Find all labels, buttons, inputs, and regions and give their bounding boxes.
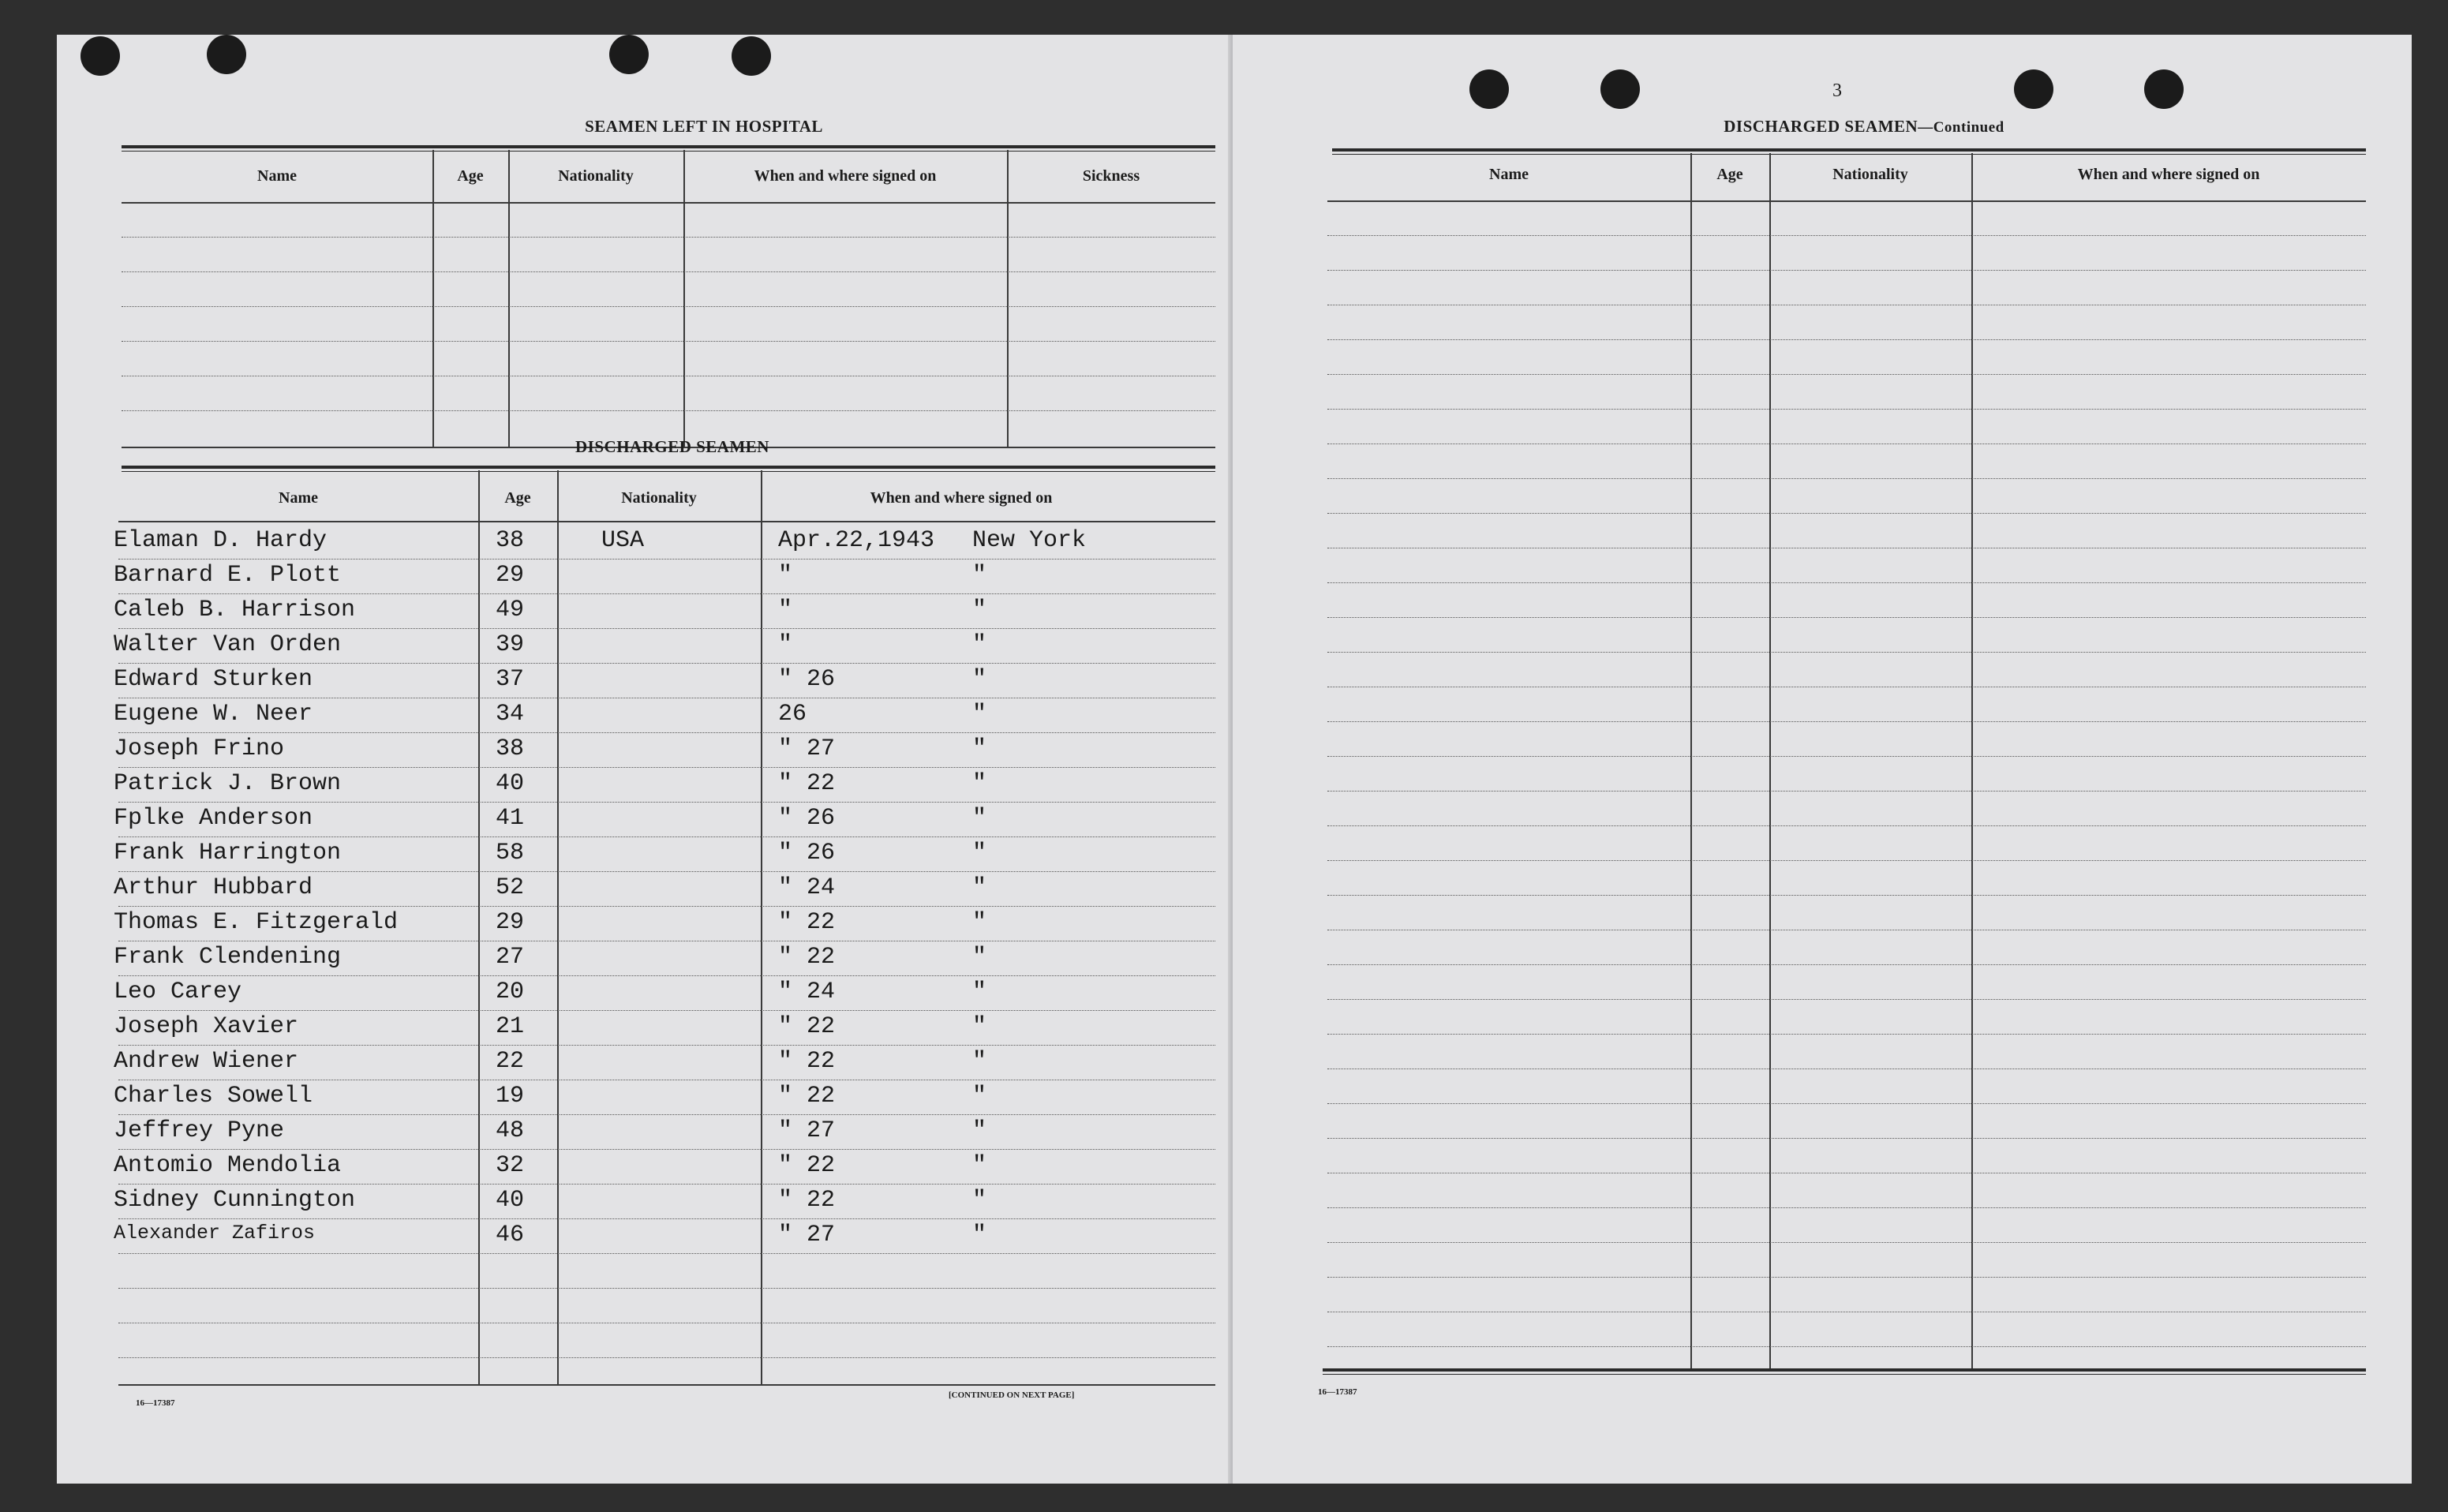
right-top-rule (1332, 148, 2366, 155)
hospital-col-signed-on: When and where signed on (754, 167, 937, 185)
seaman-age: 48 (496, 1117, 525, 1144)
right-row-line (1327, 964, 2366, 965)
seaman-age: 20 (496, 979, 525, 1005)
hospital-header-rule (122, 202, 1215, 204)
right-row-line (1327, 1103, 2366, 1104)
discharged-col-signed-on: When and where signed on (870, 489, 1053, 507)
right-row-line (1327, 478, 2366, 479)
seaman-name: Charles Sowell (114, 1083, 313, 1110)
discharged-column-divider (478, 470, 480, 1384)
seaman-age: 41 (496, 805, 525, 832)
right-row-line (1327, 443, 2366, 444)
signed-on-date: " 22 (778, 1083, 836, 1110)
seaman-name: Joseph Xavier (114, 1013, 299, 1040)
signed-on-date: Apr.22,1943 (778, 527, 935, 554)
signed-on-place: " (972, 944, 987, 971)
signed-on-place: " (972, 1048, 987, 1075)
hospital-col-name: Name (257, 167, 297, 185)
signed-on-date: " 22 (778, 770, 836, 797)
right-row-line (1327, 860, 2366, 861)
seaman-name: Thomas E. Fitzgerald (114, 909, 399, 936)
left-footer-note: [CONTINUED ON NEXT PAGE] (949, 1390, 1075, 1400)
signed-on-place: " (972, 562, 987, 589)
hospital-row-line (122, 341, 1215, 342)
seaman-age: 40 (496, 770, 525, 797)
right-row-line (1327, 652, 2366, 653)
right-row-line (1327, 582, 2366, 583)
seaman-age: 38 (496, 735, 525, 762)
signed-on-place: " (972, 909, 987, 936)
binder-hole (1469, 69, 1509, 109)
right-row-line (1327, 721, 2366, 722)
seaman-age: 34 (496, 701, 525, 728)
hospital-section-title: SEAMEN LEFT IN HOSPITAL (585, 117, 823, 136)
right-row-line (1327, 409, 2366, 410)
seaman-name: Eugene W. Neer (114, 701, 313, 728)
seaman-age: 40 (496, 1187, 525, 1214)
seaman-age: 27 (496, 944, 525, 971)
right-row-line (1327, 235, 2366, 236)
right-row-line (1327, 895, 2366, 896)
binder-hole (732, 36, 771, 76)
page-number: 3 (1832, 80, 1842, 101)
signed-on-place: " (972, 1222, 987, 1248)
hospital-column-divider (432, 150, 434, 447)
seaman-name: Alexander Zafiros (114, 1222, 316, 1244)
left-page (57, 35, 1234, 1484)
discharged-col-name: Name (279, 489, 318, 507)
hospital-col-age: Age (457, 167, 484, 185)
discharged-row-line (118, 1045, 1215, 1046)
discharged-row-line (118, 767, 1215, 768)
seaman-age: 37 (496, 666, 525, 693)
hospital-row-line (122, 237, 1215, 238)
right-col-name: Name (1489, 166, 1529, 183)
right-row-line (1327, 374, 2366, 375)
right-row-line (1327, 339, 2366, 340)
seaman-age: 52 (496, 874, 525, 901)
discharged-top-rule (122, 466, 1215, 472)
discharged-col-age: Age (504, 489, 531, 507)
seaman-name: Leo Carey (114, 979, 242, 1005)
hospital-col-nationality: Nationality (558, 167, 634, 185)
hospital-column-divider (508, 150, 510, 447)
signed-on-place: " (972, 597, 987, 623)
discharged-row-line (118, 1357, 1215, 1358)
binder-hole (2014, 69, 2053, 109)
right-title-suffix: —Continued (1918, 119, 2004, 136)
hospital-column-divider (1007, 150, 1009, 447)
seaman-name: Fplke Anderson (114, 805, 313, 832)
binder-hole (80, 36, 120, 76)
right-row-line (1327, 1346, 2366, 1347)
discharged-row-line (118, 1010, 1215, 1011)
seaman-name: Frank Clendening (114, 944, 342, 971)
right-row-line (1327, 1242, 2366, 1243)
hospital-row-line (122, 410, 1215, 411)
signed-on-date: " (778, 562, 793, 589)
discharged-row-line (118, 732, 1215, 733)
right-footer-code: 16—17387 (1318, 1387, 1357, 1397)
signed-on-date: 26 (778, 701, 807, 728)
signed-on-place: " (972, 874, 987, 901)
binder-hole (609, 35, 649, 74)
discharged-section-title: DISCHARGED SEAMEN (575, 437, 769, 456)
right-row-line (1327, 270, 2366, 271)
right-column-divider (1690, 153, 1692, 1368)
seaman-name: Antomio Mendolia (114, 1152, 342, 1179)
signed-on-date: " 27 (778, 1117, 836, 1144)
seaman-name: Joseph Frino (114, 735, 285, 762)
signed-on-place: " (972, 666, 987, 693)
hospital-col-sickness: Sickness (1082, 167, 1140, 185)
discharged-bottom-rule (118, 1384, 1215, 1386)
binder-hole (2144, 69, 2184, 109)
right-col-age: Age (1716, 166, 1743, 183)
signed-on-date: " 24 (778, 874, 836, 901)
signed-on-date: " 22 (778, 1013, 836, 1040)
signed-on-date: " 22 (778, 1048, 836, 1075)
signed-on-place: " (972, 735, 987, 762)
discharged-row-line (118, 836, 1215, 837)
discharged-row-line (118, 1149, 1215, 1150)
right-row-line (1327, 1034, 2366, 1035)
signed-on-date: " 26 (778, 666, 836, 693)
seaman-name: Caleb B. Harrison (114, 597, 356, 623)
hospital-column-divider (683, 150, 685, 447)
binder-hole (1600, 69, 1640, 109)
right-col-signed-on: When and where signed on (2077, 166, 2260, 183)
seaman-name: Edward Sturken (114, 666, 313, 693)
seaman-age: 58 (496, 840, 525, 866)
seaman-age: 32 (496, 1152, 525, 1179)
signed-on-date: " 26 (778, 805, 836, 832)
signed-on-place: " (972, 631, 987, 658)
discharged-row-line (118, 628, 1215, 629)
right-row-line (1327, 1277, 2366, 1278)
signed-on-date: " 22 (778, 1152, 836, 1179)
signed-on-date: " 22 (778, 909, 836, 936)
seaman-name: Sidney Cunnington (114, 1187, 356, 1214)
signed-on-place: " (972, 1117, 987, 1144)
right-title-main: DISCHARGED SEAMEN (1724, 117, 1918, 136)
right-row-line (1327, 791, 2366, 792)
seaman-age: 29 (496, 909, 525, 936)
seaman-age: 29 (496, 562, 525, 589)
seaman-age: 46 (496, 1222, 525, 1248)
seaman-name: Frank Harrington (114, 840, 342, 866)
signed-on-place: " (972, 979, 987, 1005)
signed-on-date: " 26 (778, 840, 836, 866)
signed-on-place: " (972, 1187, 987, 1214)
seaman-name: Walter Van Orden (114, 631, 342, 658)
seaman-name: Jeffrey Pyne (114, 1117, 285, 1144)
discharged-row-line (118, 663, 1215, 664)
right-column-divider (1769, 153, 1771, 1368)
right-row-line (1327, 825, 2366, 826)
discharged-column-divider (557, 470, 559, 1384)
right-column-divider (1971, 153, 1973, 1368)
right-bottom-rule (1323, 1368, 2366, 1375)
discharged-row-line (118, 906, 1215, 907)
discharged-row-line (118, 802, 1215, 803)
seaman-age: 19 (496, 1083, 525, 1110)
seaman-age: 38 (496, 527, 525, 554)
signed-on-date: " 22 (778, 1187, 836, 1214)
seaman-age: 21 (496, 1013, 525, 1040)
discharged-row-line (118, 1288, 1215, 1289)
discharged-header-rule (118, 521, 1215, 522)
right-section-title (1548, 117, 2180, 137)
discharged-col-nationality: Nationality (621, 489, 697, 507)
signed-on-place: " (972, 805, 987, 832)
discharged-row-line (118, 1114, 1215, 1115)
seaman-nationality: USA (601, 527, 645, 554)
signed-on-place: " (972, 1013, 987, 1040)
right-row-line (1327, 1207, 2366, 1208)
right-row-line (1327, 1138, 2366, 1139)
right-row-line (1327, 999, 2366, 1000)
right-col-nationality: Nationality (1832, 166, 1908, 183)
hospital-row-line (122, 306, 1215, 307)
discharged-row-line (118, 1253, 1215, 1254)
signed-on-place: " (972, 701, 987, 728)
discharged-column-divider (761, 470, 762, 1384)
signed-on-date: " (778, 597, 793, 623)
seaman-age: 39 (496, 631, 525, 658)
hospital-row-line (122, 271, 1215, 272)
right-row-line (1327, 617, 2366, 618)
signed-on-place: " (972, 1152, 987, 1179)
seaman-name: Andrew Wiener (114, 1048, 299, 1075)
signed-on-date: " 27 (778, 1222, 836, 1248)
hospital-top-rule (122, 145, 1215, 152)
right-row-line (1327, 756, 2366, 757)
signed-on-date: " (778, 631, 793, 658)
discharged-row-line (118, 871, 1215, 872)
signed-on-date: " 24 (778, 979, 836, 1005)
seaman-age: 49 (496, 597, 525, 623)
seaman-name: Patrick J. Brown (114, 770, 342, 797)
left-footer-code: 16—17387 (136, 1398, 175, 1408)
signed-on-date: " 22 (778, 944, 836, 971)
right-row-line (1327, 513, 2366, 514)
right-page (1233, 35, 2412, 1484)
signed-on-place: " (972, 840, 987, 866)
binder-hole (207, 35, 246, 74)
discharged-row-line (118, 1218, 1215, 1219)
signed-on-place: " (972, 1083, 987, 1110)
signed-on-place: New York (972, 527, 1087, 554)
discharged-row-line (118, 975, 1215, 976)
right-header-rule (1327, 200, 2366, 202)
discharged-row-line (118, 593, 1215, 594)
discharged-row-line (118, 559, 1215, 560)
discharged-row-line (118, 1184, 1215, 1185)
seaman-name: Arthur Hubbard (114, 874, 313, 901)
signed-on-place: " (972, 770, 987, 797)
signed-on-date: " 27 (778, 735, 836, 762)
seaman-name: Elaman D. Hardy (114, 527, 328, 554)
seaman-age: 22 (496, 1048, 525, 1075)
seaman-name: Barnard E. Plott (114, 562, 342, 589)
